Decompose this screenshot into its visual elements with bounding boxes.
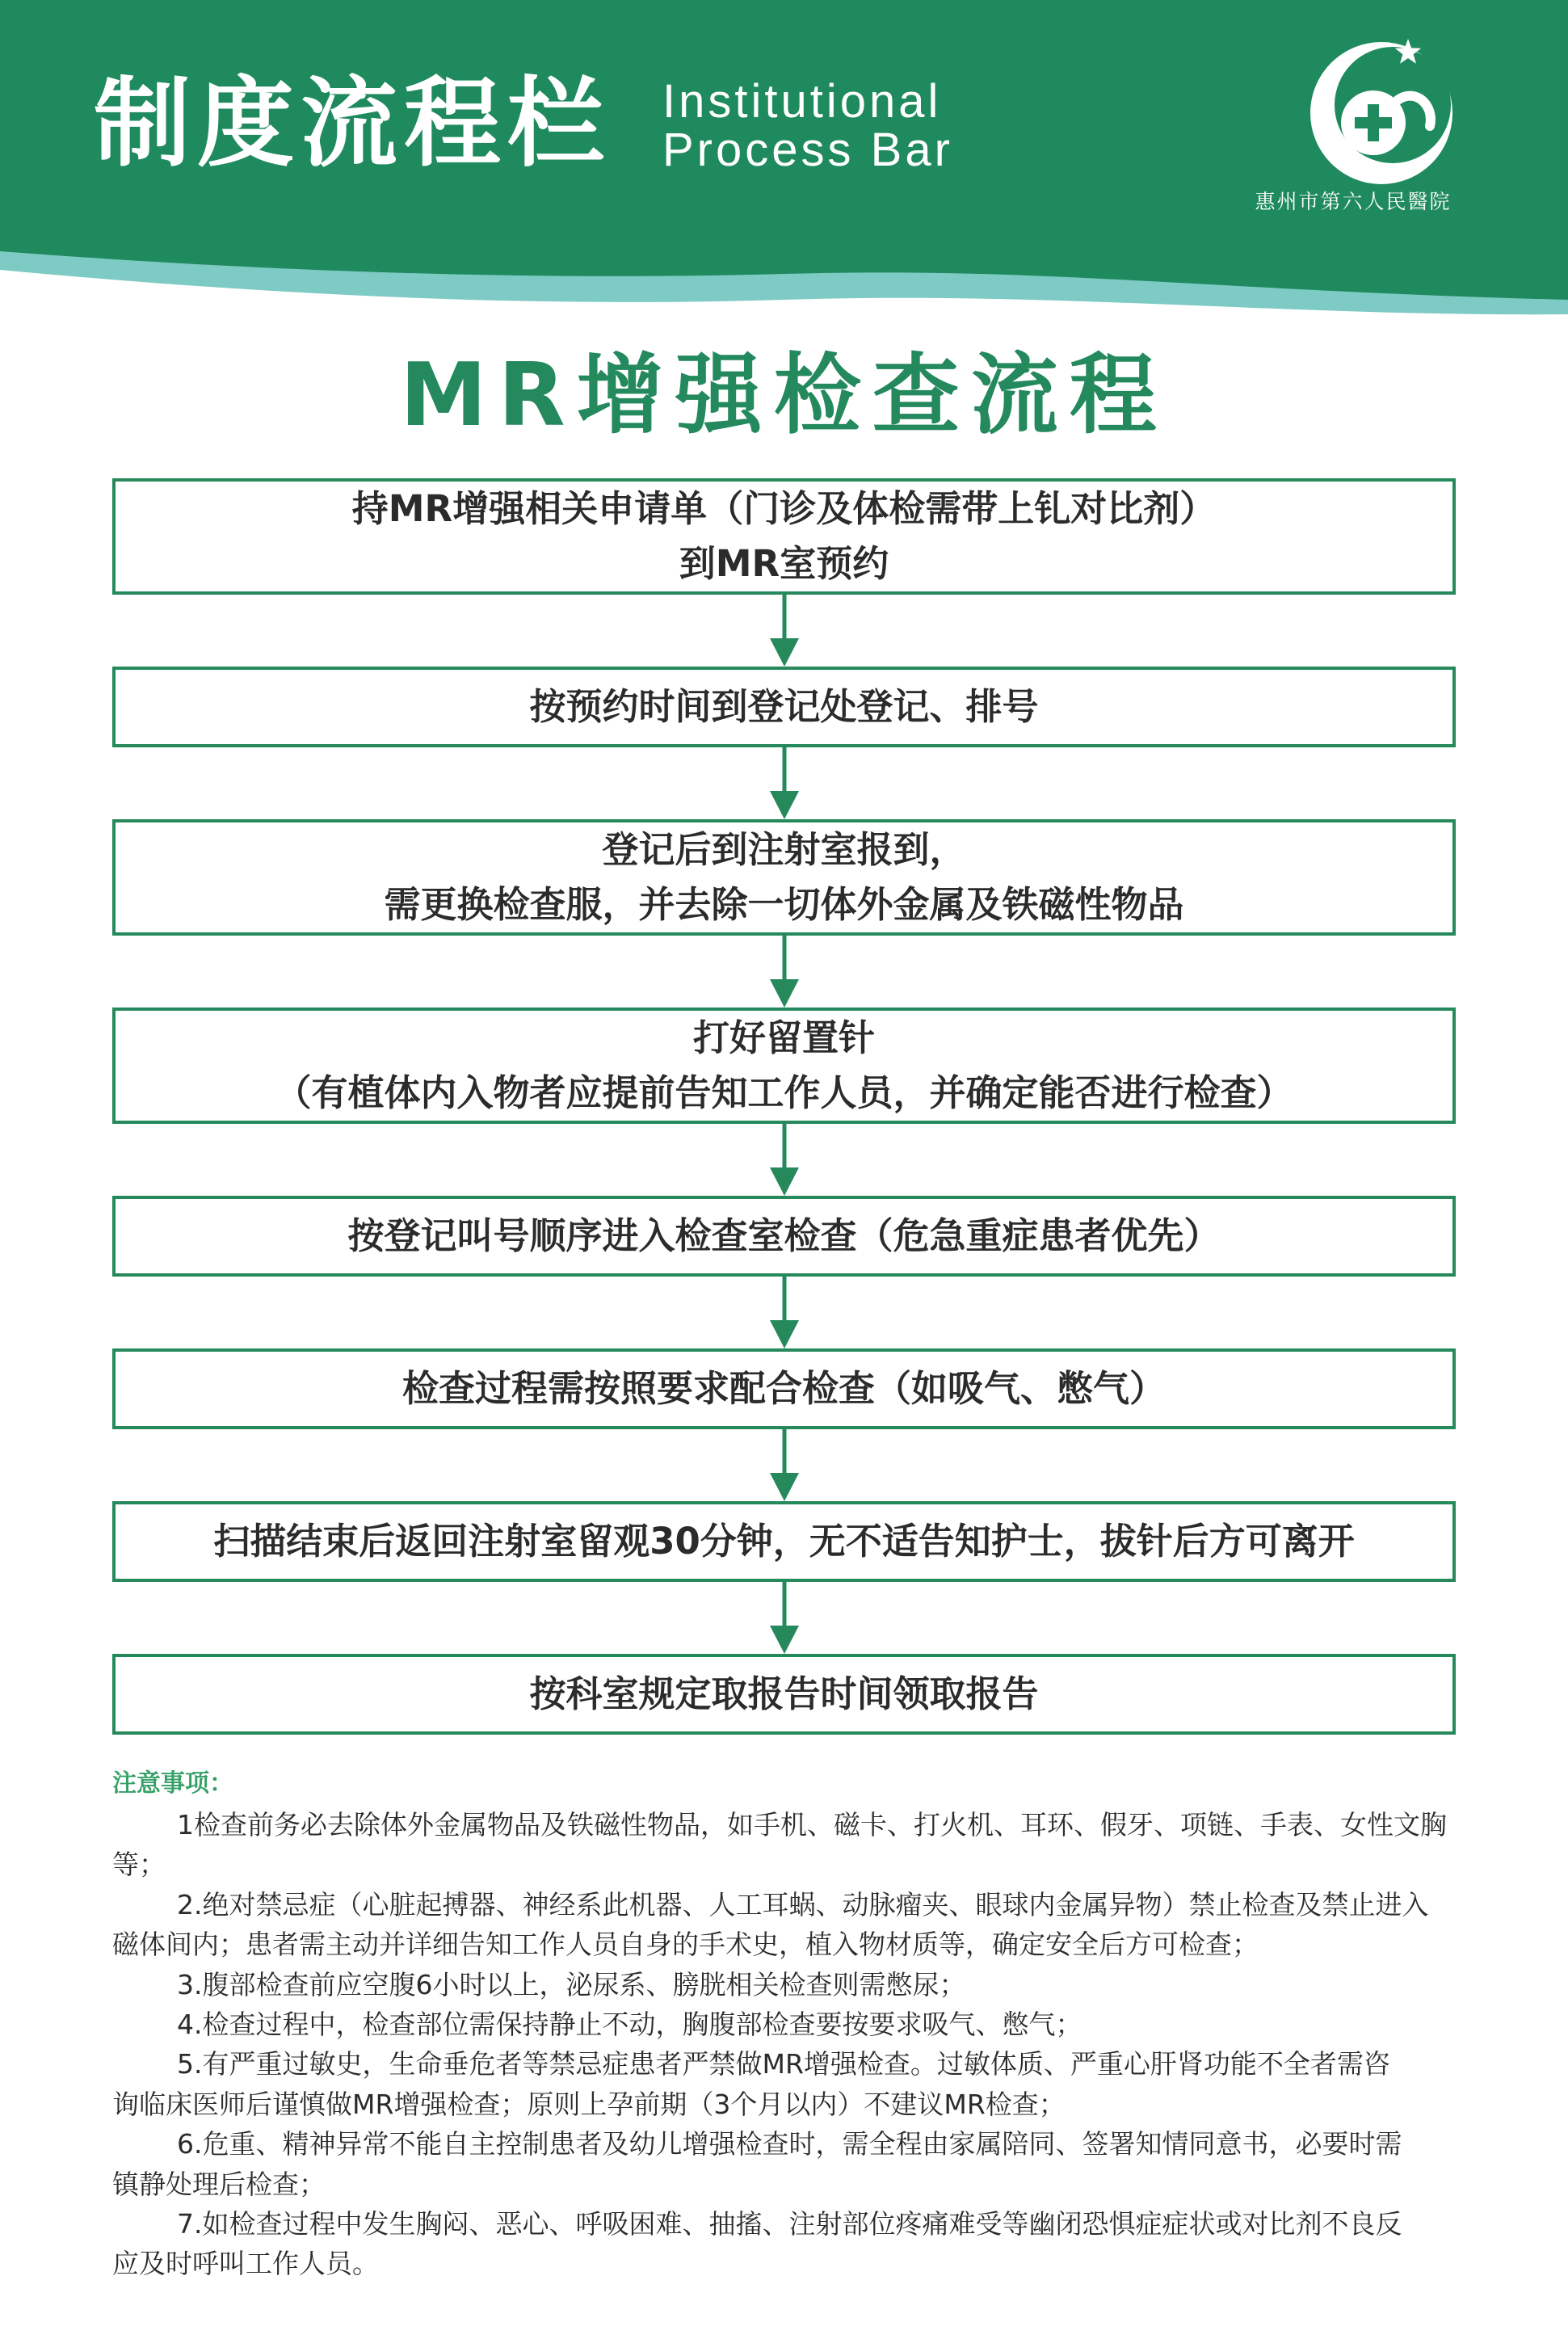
flow-step-7 — [112, 1501, 1456, 1582]
note-item-7-line-2: 应及时呼叫工作人员。 — [112, 2248, 379, 2280]
note-item-2-line-1: 2.绝对禁忌症（心脏起搏器、神经系此机器、人工耳蜗、动脉瘤夹、眼球内金属异物）禁止检查及禁止进入 — [177, 1888, 1429, 1920]
flow-step-6-line-1: 检查过程需按照要求配合检查（如吸气、憋气） — [401, 1367, 1166, 1410]
note-item-6 — [112, 2124, 1456, 2204]
flow-step-3-line-2: 需更换检查服，并去除一切体外金属及铁磁性物品 — [384, 883, 1184, 926]
header-title-en — [662, 75, 953, 176]
down-arrow-icon — [768, 1582, 801, 1654]
arrow-head — [770, 638, 799, 667]
down-arrow-icon — [768, 1124, 801, 1196]
process-flowchart — [112, 478, 1456, 1735]
flow-step-6 — [112, 1348, 1456, 1429]
note-item-6-line-2: 镇静处理后检查； — [112, 2168, 326, 2200]
flow-step-1-line-2: 到MR室预约 — [679, 542, 889, 585]
note-item-5-line-1: 5.有严重过敏史，生命垂危者等禁忌症患者严禁做MR增强检查。过敏体质、严重心肝肾功能不全者需咨 — [177, 2048, 1390, 2080]
header-title-en-line2: Process Bar — [662, 124, 953, 176]
note-item-1-line-2: 等； — [112, 1849, 166, 1881]
note-item-5-line-2: 询临床医师后谨慎做MR增强检查；原则上孕前期（3个月以内）不建议MR检查； — [112, 2088, 1066, 2120]
note-item-6-line-1: 6.危重、精神异常不能自主控制患者及幼儿增强检查时，需全程由家属陪同、签署知情同意书，必要时需 — [177, 2128, 1402, 2160]
header-title-cn: 制度流程栏 — [94, 68, 611, 180]
hospital-logo-icon — [1293, 32, 1470, 194]
note-item-7-line-1: 7.如检查过程中发生胸闷、恶心、呼吸困难、抽搐、注射部位疼痛难受等幽闭恐惧症症状或对比剂不良反 — [177, 2208, 1402, 2240]
header-banner — [0, 0, 1568, 323]
medical-cross-horizontal — [1355, 117, 1392, 128]
notes-section — [112, 1763, 1456, 2284]
down-arrow-icon — [768, 936, 801, 1008]
note-item-1-line-1: 1检查前务必去除体外金属物品及铁磁性物品，如手机、磁卡、打火机、耳环、假牙、项链、手表、女性文胸 — [177, 1809, 1447, 1840]
flow-step-4-line-2: （有植体内入物者应提前告知工作人员，并确定能否进行检查） — [275, 1071, 1293, 1114]
page-title: MR增强检查流程 — [400, 345, 1168, 446]
arrow-head — [770, 1320, 799, 1348]
note-item-3 — [112, 1965, 1456, 2005]
flow-step-1-line-1: 持MR增强相关申请单（门诊及体检需带上钆对比剂） — [351, 487, 1217, 530]
flow-step-3-line-1: 登记后到注射室报到， — [602, 828, 966, 871]
flow-step-5-line-1: 按登记叫号顺序进入检查室检查（危急重症患者优先） — [347, 1214, 1221, 1257]
flow-step-3 — [112, 819, 1456, 936]
arrow-head — [770, 1167, 799, 1196]
note-item-2 — [112, 1885, 1456, 1965]
notes-title: 注意事项： — [112, 1769, 233, 1798]
flow-step-5 — [112, 1196, 1456, 1277]
flow-step-2-line-1: 按预约时间到登记处登记、排号 — [529, 685, 1039, 728]
down-arrow-icon — [768, 1277, 801, 1348]
flow-step-8 — [112, 1654, 1456, 1735]
note-item-5 — [112, 2044, 1456, 2124]
flow-step-7-line-1: 扫描结束后返回注射室留观30分钟，无不适告知护士，拔针后方可离开 — [213, 1520, 1355, 1563]
arrow-head — [770, 979, 799, 1008]
hospital-name: 惠州市第六人民醫院 — [1255, 190, 1452, 213]
note-item-2-line-2: 磁体间内；患者需主动并详细告知工作人员自身的手术史，植入物材质等，确定安全后方可检查； — [112, 1929, 1259, 1961]
flow-step-8-line-1: 按科室规定取报告时间领取报告 — [529, 1672, 1039, 1715]
down-arrow-icon — [768, 747, 801, 819]
note-item-1 — [112, 1805, 1456, 1885]
flow-step-1 — [112, 478, 1456, 595]
arrow-head — [770, 1626, 799, 1654]
flow-step-2 — [112, 667, 1456, 747]
arrow-head — [770, 791, 799, 819]
note-item-3-line-1: 3.腹部检查前应空腹6小时以上，泌尿系、膀胱相关检查则需憋尿； — [177, 1968, 966, 2000]
flow-step-4-line-1: 打好留置针 — [692, 1016, 875, 1059]
down-arrow-icon — [768, 1429, 801, 1501]
flow-step-4 — [112, 1008, 1456, 1124]
note-item-7 — [112, 2204, 1456, 2284]
header-title-en-line1: Institutional — [662, 75, 942, 128]
note-item-4-line-1: 4.检查过程中，检查部位需保持静止不动，胸腹部检查要按要求吸气、憋气； — [177, 2009, 1082, 2041]
note-item-4 — [112, 2005, 1456, 2044]
arrow-head — [770, 1473, 799, 1501]
down-arrow-icon — [768, 595, 801, 667]
